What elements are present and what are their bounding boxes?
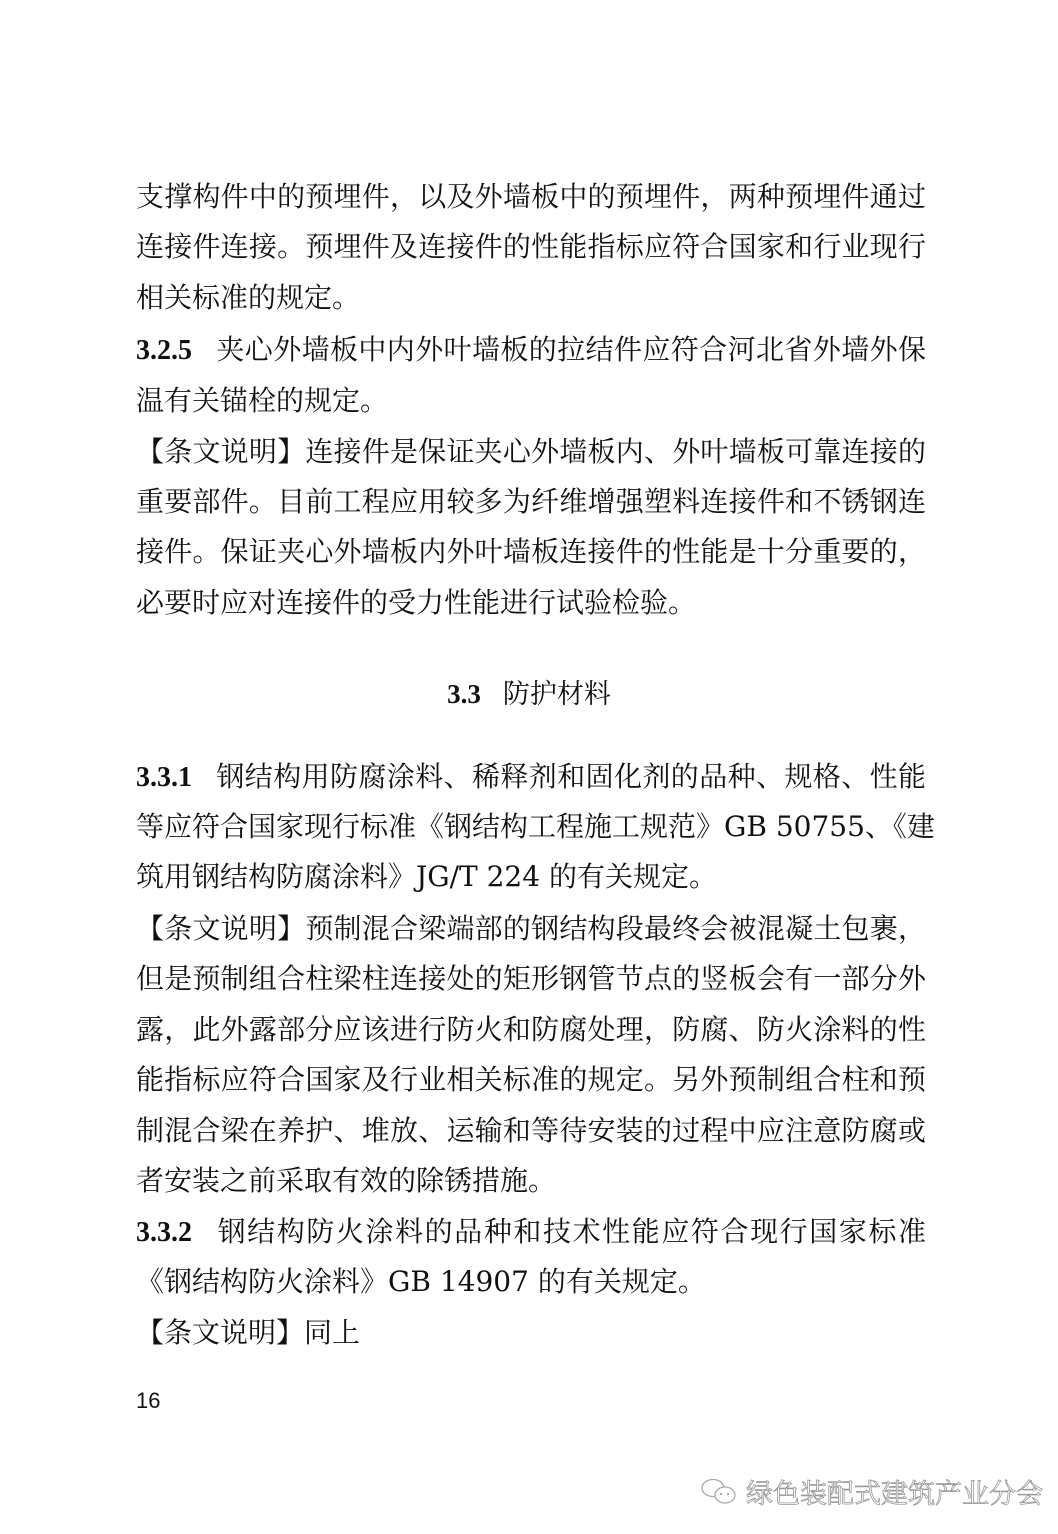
text-line: 【条文说明】同上 — [136, 1316, 361, 1349]
text-line: 必要时应对连接件的受力性能进行试验检验。 — [136, 586, 697, 619]
clause-text: 钢结构防火涂料的品种和技术性能应符合现行国家标准 — [216, 1215, 926, 1248]
text-line: 相关标准的规定。 — [136, 281, 361, 314]
text-line: 【条文说明】预制混合梁端部的钢结构段最终会被混凝土包裹， — [136, 912, 926, 945]
text-line: 但是预制组合柱梁柱连接处的矩形钢管节点的竖板会有一部分外 — [136, 962, 926, 995]
clause-3-2-5 — [136, 332, 926, 369]
clause-number: 3.3.2 — [136, 1217, 192, 1248]
text-line: 等应符合国家现行标准《钢结构工程施工规范》GB 50755、《建 — [136, 810, 935, 843]
watermark — [700, 1472, 1043, 1511]
text-line: 连接件连接。预埋件及连接件的性能指标应符合国家和行业现行 — [136, 230, 926, 263]
section-title: 防护材料 — [502, 679, 611, 710]
watermark-text: 绿色装配式建筑产业分会 — [746, 1479, 1043, 1510]
text-line: 【条文说明】连接件是保证夹心外墙板内、外叶墙板可靠连接的 — [136, 435, 926, 468]
text-line: 者安装之前采取有效的除锈措施。 — [136, 1164, 557, 1197]
section-number: 3.3 — [447, 679, 481, 709]
clause-number: 3.3.1 — [136, 762, 192, 793]
clause-3-3-2 — [136, 1214, 926, 1251]
text-line: 筑用钢结构防腐涂料》JG/T 224 的有关规定。 — [136, 860, 717, 893]
page-number: 16 — [136, 1388, 161, 1413]
clause-text: 钢结构用防腐涂料、稀释剂和固化剂的品种、规格、性能 — [216, 760, 926, 793]
text-line: 重要部件。目前工程应用较多为纤维增强塑料连接件和不锈钢连 — [136, 485, 926, 518]
clause-text: 夹心外墙板中内外叶墙板的拉结件应符合河北省外墙外保 — [216, 333, 926, 366]
text-line: 制混合梁在养护、堆放、运输和等待安装的过程中应注意防腐或 — [136, 1114, 926, 1147]
text-line: 能指标应符合国家及行业相关标准的规定。另外预制组合柱和预 — [136, 1063, 926, 1096]
text-line: 接件。保证夹心外墙板内外叶墙板连接件的性能是十分重要的， — [136, 535, 926, 568]
wechat-icon — [700, 1477, 738, 1507]
text-line: 温有关锚栓的规定。 — [136, 384, 389, 417]
clause-3-3-1 — [136, 759, 926, 796]
text-line: 露，此外露部分应该进行防火和防腐处理，防腐、防火涂料的性 — [136, 1013, 926, 1046]
clause-number: 3.2.5 — [136, 335, 192, 366]
text-line: 支撑构件中的预埋件，以及外墙板中的预埋件，两种预埋件通过 — [136, 180, 926, 213]
text-line: 《钢结构防火涂料》GB 14907 的有关规定。 — [136, 1265, 706, 1298]
section-heading — [0, 672, 1058, 711]
